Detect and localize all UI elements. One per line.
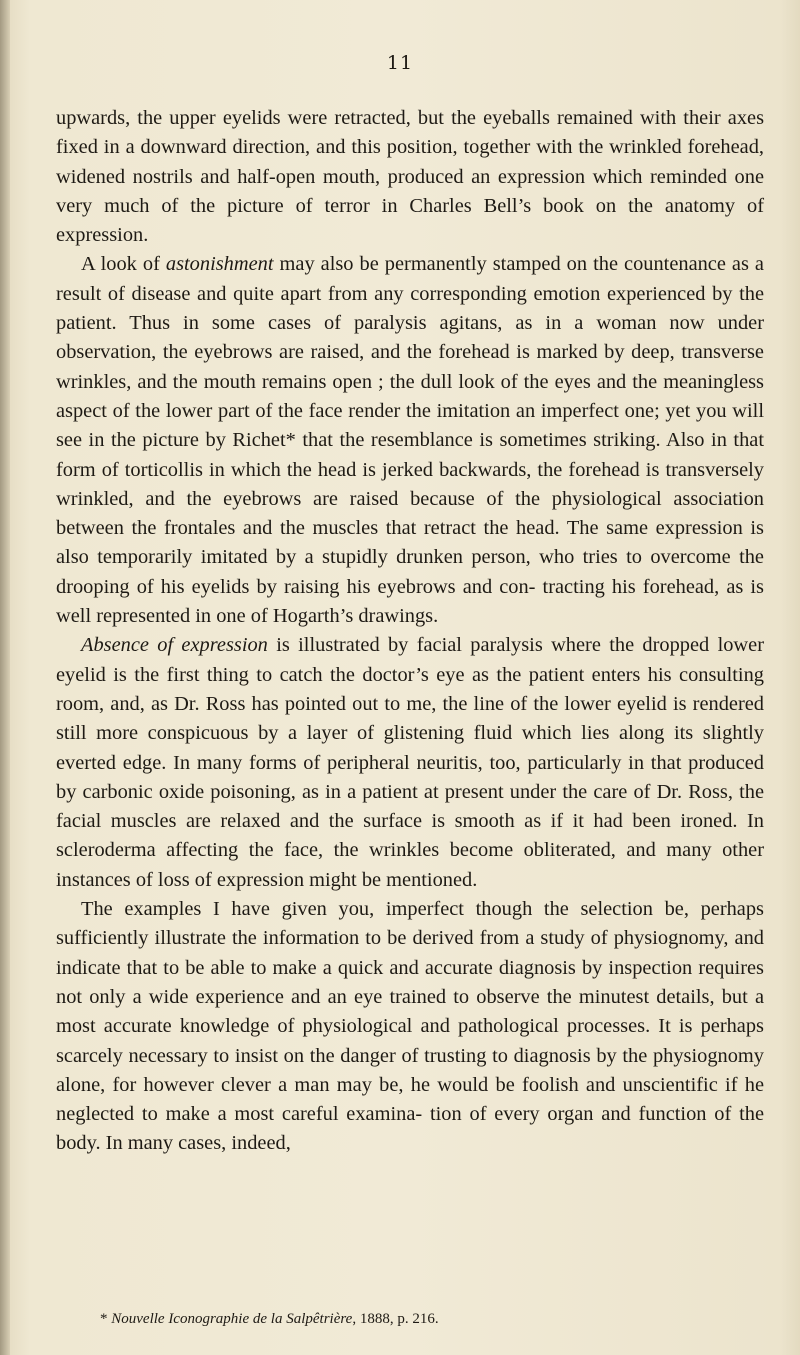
- text-run: may also be permanently stamped on the countenance as a result of disease and quite apart from any corresponding emotion experienced by the patient. Thus in some cases of paralysis agitans, as in a woman now under observation, the eyebrows are raised, and the forehead is marked by deep, transverse wrinkles, and the mouth remains open ; the dull look of the eyes and the meaningless aspect of the lower part of the face render the imitation an imperfect one; yet you will see in the picture by Richet* that the resemblance is sometimes striking. Also in that form of torticollis in which the head is jerked backwards, the forehead is transversely wrinkled, and the eyebrows are raised because of the physiological association between the frontales and the muscles that retract the head. The same expression is also temporarily imitated by a stupidly drunken person, who tries to overcome the drooping of his eyelids by raising his eyebrows and con- tracting his forehead, as is well represented in one of Hogarth’s drawings.: [56, 253, 764, 628]
- paragraph: [56, 631, 764, 895]
- text-run: A look of: [81, 253, 166, 276]
- italic-phrase: astonishment: [165, 253, 274, 276]
- footnote: [100, 1309, 760, 1329]
- footnote-citation: , 1888, p. 216.: [352, 1311, 439, 1327]
- text-run: The examples I have given you, imperfect though the selection be, perhaps sufficiently illustrate the information to be derived from a study of physiognomy, and indicate that to be able to make a quick and accurate diagnosis by inspection requires not only a wide experience and an eye trained to observe the minutest details, but a most accurate knowledge of physiological and pathological processes. It is perhaps scarcely necessary to insist on the danger of trusting to diagnosis by the physiognomy alone, for however clever a man may be, he would be foolish and unscientific if he neglected to make a most careful examina- tion of every organ and function of the body. In many cases, indeed,: [56, 898, 764, 1155]
- body-text: [56, 104, 764, 1159]
- text-run: upwards, the upper eyelids were retracted, but the eyeballs remained with their axes fixed in a downward direction, and this position, together with the wrinkled forehead, widened nostrils and half-open mouth, produced an expression which reminded one very much of the picture of terror in Charles Bell’s book on the anatomy of expression.: [56, 107, 764, 247]
- italic-phrase: Absence of expression: [81, 634, 268, 657]
- paragraph: [56, 104, 764, 250]
- paragraph: [56, 895, 764, 1159]
- paragraph: [56, 250, 764, 631]
- text-run: is illustrated by facial paralysis where the dropped lower eyelid is the first thing to catch the doctor’s eye as the patient enters his consulting room, and, as Dr. Ross has pointed out to me, the line of the lower eyelid is rendered still more conspicuous by a layer of glistening fluid which lies along its slightly everted edge. In many forms of peripheral neuritis, too, particularly in that produced by carbonic oxide poisoning, as in a patient at present under the care of Dr. Ross, the facial muscles are relaxed and the surface is smooth as if it had been ironed. In scleroderma affecting the face, the wrinkles become obliterated, and many other instances of loss of expression might be mentioned.: [56, 634, 764, 891]
- footnote-marker: *: [100, 1311, 112, 1327]
- footnote-title: Nouvelle Iconographie de la Salpêtrière: [111, 1311, 353, 1327]
- page-number: 11: [386, 52, 414, 74]
- page-spine-shadow: [0, 0, 10, 1355]
